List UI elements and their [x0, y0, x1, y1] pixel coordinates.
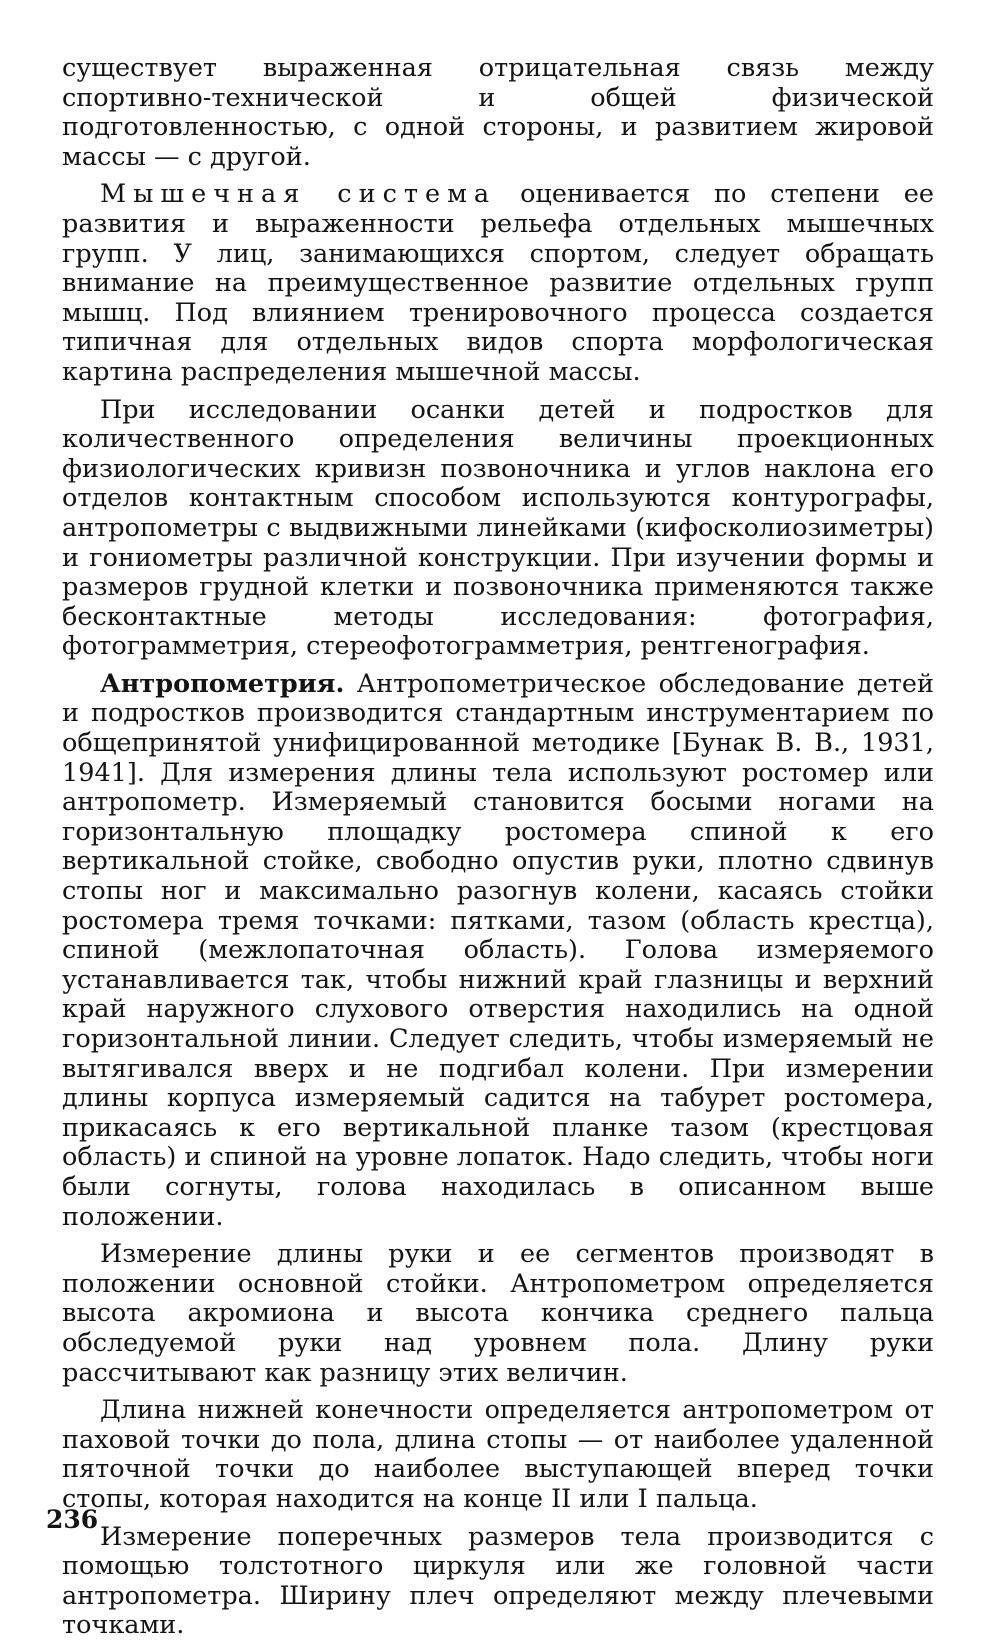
paragraph-fat-mass: [62, 54, 934, 172]
paragraph-transverse-sizes: [62, 1523, 934, 1641]
term-muscle-system: Мышечная система: [100, 179, 497, 210]
paragraph-leg-length: [62, 1396, 934, 1514]
paragraph-text: Измерение поперечных размеров тела производится с помощью толстотного циркуля или же головной части антропометра. Ширину плеч определяют между плечевыми точками.: [62, 1521, 934, 1641]
paragraph-text: Измерение длины руки и ее сегментов производят в положении основной стойки. Антропометром определяется высота акромиона и высота кончика среднего пальца обследуемой руки над уровнем пола. Длину руки рассчитывают как разницу этих величин.: [62, 1239, 934, 1388]
page-number: 236: [46, 1505, 99, 1534]
paragraph-anthropometry: [62, 670, 934, 1232]
paragraph-posture: [62, 396, 934, 662]
paragraph-arm-length: [62, 1240, 934, 1388]
paragraph-text: существует выраженная отрицательная связь между спортивно-технической и общей физической подготовленностью, с одной стороны, и развитием жировой массы — с другой.: [62, 53, 934, 172]
page-body: [62, 54, 934, 1649]
paragraph-text: Антропометрическое обследование детей и подростков производится стандартным инструментарием по общепринятой унифицированной методике [Бунак В. В., 1931, 1941]. Для измерения длины тела используют ростомер или антропометр. Измеряемый становится босыми ногами на горизонтальную площадку ростомера спиной к его вертикальной стойке, свободно опустив руки, плотно сдвинув стопы ног и максимально разогнув колени, касаясь стойки ростомера тремя точками: пятками, тазом (область крестца), спиной (межлопаточная область). Голова измеряемого устанавливается так, чтобы нижний край глазницы и верхний край наружного слухового отверстия находились на одной горизонтальной линии. Следует следить, чтобы измеряемый не вытягивался вверх и не подгибал колени. При измерении длины корпуса измеряемый садится на табурет ростомера, прикасаясь к его вертикальной планке тазом (крестцовая область) и спиной на уровне лопаток. Надо следить, чтобы ноги были согнуты, голова находилась в описанном выше положении.: [62, 668, 934, 1232]
paragraph-text: оценивается по степени ее развития и выраженности рельефа отдельных мышечных групп. У лиц, занимающихся спортом, следует обращать внимание на преимущественное развитие отдельных групп мышц. Под влиянием тренировочного процесса создается типичная для отдельных видов спорта морфологическая картина распределения мышечной массы.: [62, 179, 934, 387]
heading-anthropometry: Антропометрия.: [100, 668, 345, 699]
paragraph-text: Длина нижней конечности определяется антропометром от паховой точки до пола, длина стопы — от наиболее удаленной пяточной точки до наиболее выступающей вперед точки стопы, которая находится на конце II или I пальца.: [62, 1395, 934, 1514]
paragraph-text: При исследовании осанки детей и подростков для количественного определения величины проекционных физиологических кривизн позвоночника и углов наклона его отделов контактным способом используются контурографы, антропометры с выдвижными линейками (кифосколиозиметры) и гониометры различной конструкции. При изучении формы и размеров грудной клетки и позвоночника применяются также бесконтактные методы исследования: фотография, фотограмметрия, стереофотограмметрия, рентгенография.: [62, 394, 934, 662]
paragraph-muscle-system: [62, 180, 934, 387]
